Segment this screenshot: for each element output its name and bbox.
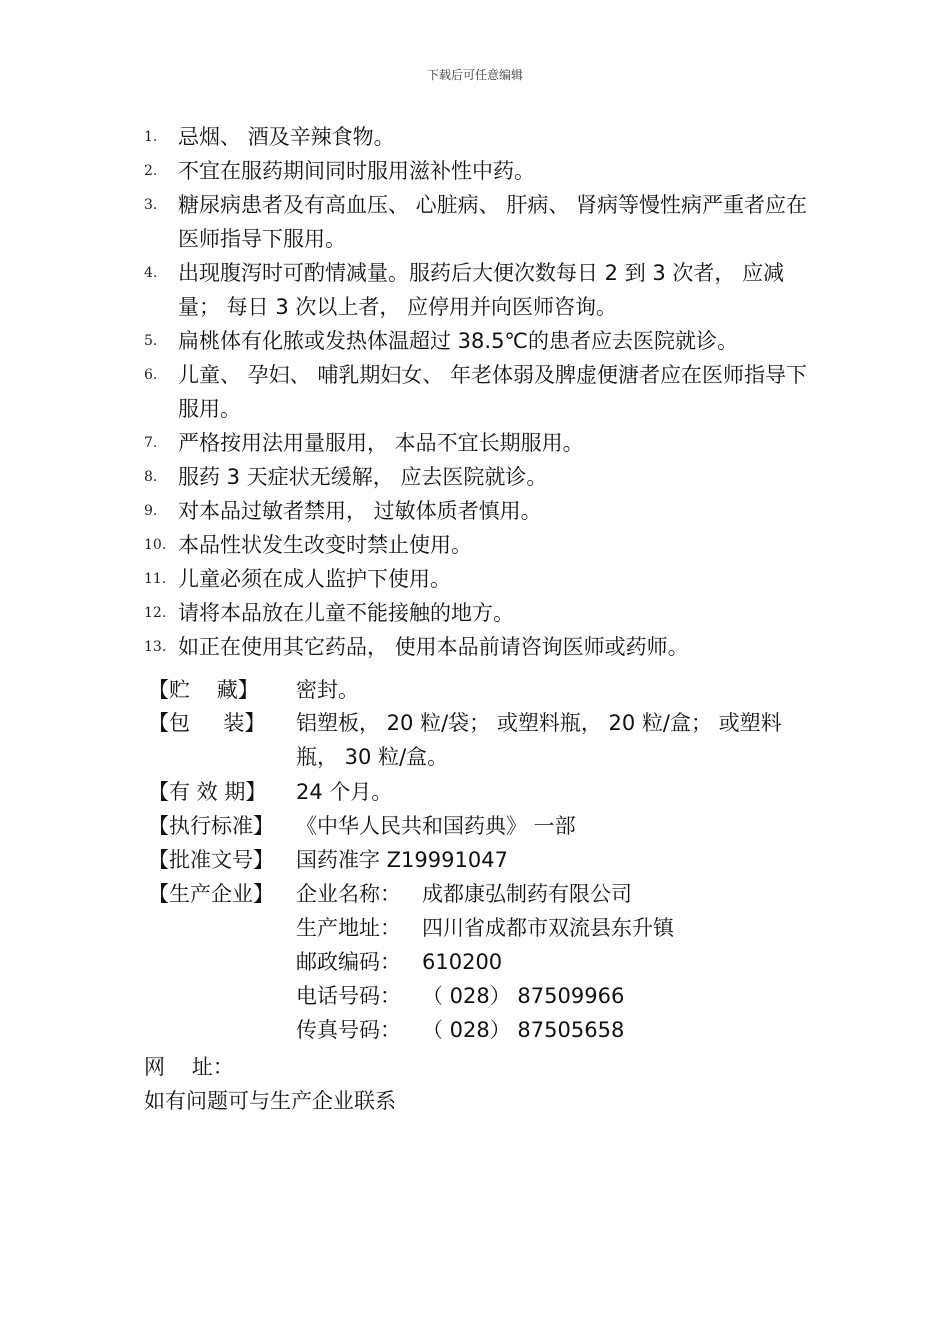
manufacturer-phone: （ 028） 87509966 (422, 984, 625, 1008)
item-number: 3. (144, 197, 158, 213)
item-text: 请将本品放在儿童不能接触的地方。 (178, 601, 514, 625)
list-item (0, 256, 950, 324)
manufacturer-address-key: 生产地址： (296, 916, 401, 940)
manufacturer-postcode: 610200 (422, 950, 503, 974)
manufacturer-postcode-key: 邮政编码： (296, 950, 401, 974)
item-number: 9. (144, 503, 158, 519)
item-number: 10. (144, 537, 167, 553)
manufacturer-fax-key: 传真号码： (296, 1018, 401, 1042)
item-text: 本品性状发生改变时禁止使用。 (178, 533, 472, 557)
list-item (0, 596, 950, 630)
manufacturer-label: 【生产企业】 (148, 882, 274, 906)
list-item (0, 630, 950, 664)
manufacturer-phone-key: 电话号码： (296, 984, 401, 1008)
manufacturer-fax: （ 028） 87505658 (422, 1018, 625, 1042)
list-item (0, 460, 950, 494)
approval-label: 【批准文号】 (148, 848, 274, 872)
manufacturer-address: 四川省成都市双流县东升镇 (422, 916, 674, 940)
list-item (0, 120, 950, 154)
list-item (0, 324, 950, 358)
item-number: 8. (144, 469, 158, 485)
manufacturer-name: 成都康弘制药有限公司 (422, 882, 632, 906)
item-number: 1. (144, 129, 158, 145)
validity-value: 24 个月。 (296, 780, 393, 804)
page-header: 下载后可任意编辑 (426, 68, 523, 82)
item-text: 扁桃体有化脓或发热体温超过 38.5℃的患者应去医院就诊。 (178, 329, 739, 353)
precautions-list (0, 120, 950, 664)
approval-value: 国药准字 Z19991047 (296, 848, 508, 872)
item-number: 11. (144, 571, 167, 587)
item-text: 不宜在服药期间同时服用滋补性中药。 (178, 159, 535, 183)
item-text: 对本品过敏者禁用， 过敏体质者慎用。 (178, 499, 542, 523)
item-number: 5. (144, 333, 158, 349)
item-text: 忌烟、 酒及辛辣食物。 (178, 125, 395, 149)
list-item (0, 562, 950, 596)
storage-value: 密封。 (296, 678, 359, 702)
item-number: 7. (144, 435, 158, 451)
list-item (0, 528, 950, 562)
website-label: 网 址： (144, 1055, 234, 1079)
list-item (0, 358, 950, 426)
item-number: 12. (144, 605, 167, 621)
list-item (0, 426, 950, 460)
item-text: 如正在使用其它药品， 使用本品前请咨询医师或药师。 (178, 635, 689, 659)
item-text: 服药 3 天症状无缓解， 应去医院就诊。 (178, 465, 548, 489)
item-number: 6. (144, 367, 158, 383)
list-item (0, 154, 950, 188)
standard-label: 【执行标准】 (148, 814, 274, 838)
package-value: 铝塑板， 20 粒/袋； 或塑料瓶， 20 粒/盒； 或塑料瓶， 30 粒/盒。 (296, 711, 782, 769)
list-item (0, 188, 950, 256)
item-text: 儿童必须在成人监护下使用。 (178, 567, 451, 591)
list-item (0, 494, 950, 528)
item-text: 出现腹泻时可酌情减量。服药后大便次数每日 2 到 3 次者， 应减量； 每日 3 次以上者， 应停用并向医师咨询。 (178, 261, 785, 319)
item-text: 糖尿病患者及有高血压、 心脏病、 肝病、 肾病等慢性病严重者应在医师指导下服用。 (178, 193, 808, 251)
item-number: 13. (144, 639, 167, 655)
package-label: 【包 装】 (148, 711, 266, 735)
validity-label: 【有 效 期】 (148, 780, 267, 804)
item-text: 儿童、 孕妇、 哺乳期妇女、 年老体弱及脾虚便溏者应在医师指导下服用。 (178, 363, 808, 421)
item-number: 2. (144, 163, 158, 179)
manufacturer-name-key: 企业名称： (296, 882, 401, 906)
standard-value: 《中华人民共和国药典》 一部 (296, 814, 576, 838)
contact-note: 如有问题可与生产企业联系 (144, 1089, 396, 1113)
item-number: 4. (144, 265, 158, 281)
storage-label: 【贮 藏】 (148, 678, 259, 702)
item-text: 严格按用法用量服用， 本品不宜长期服用。 (178, 431, 584, 455)
